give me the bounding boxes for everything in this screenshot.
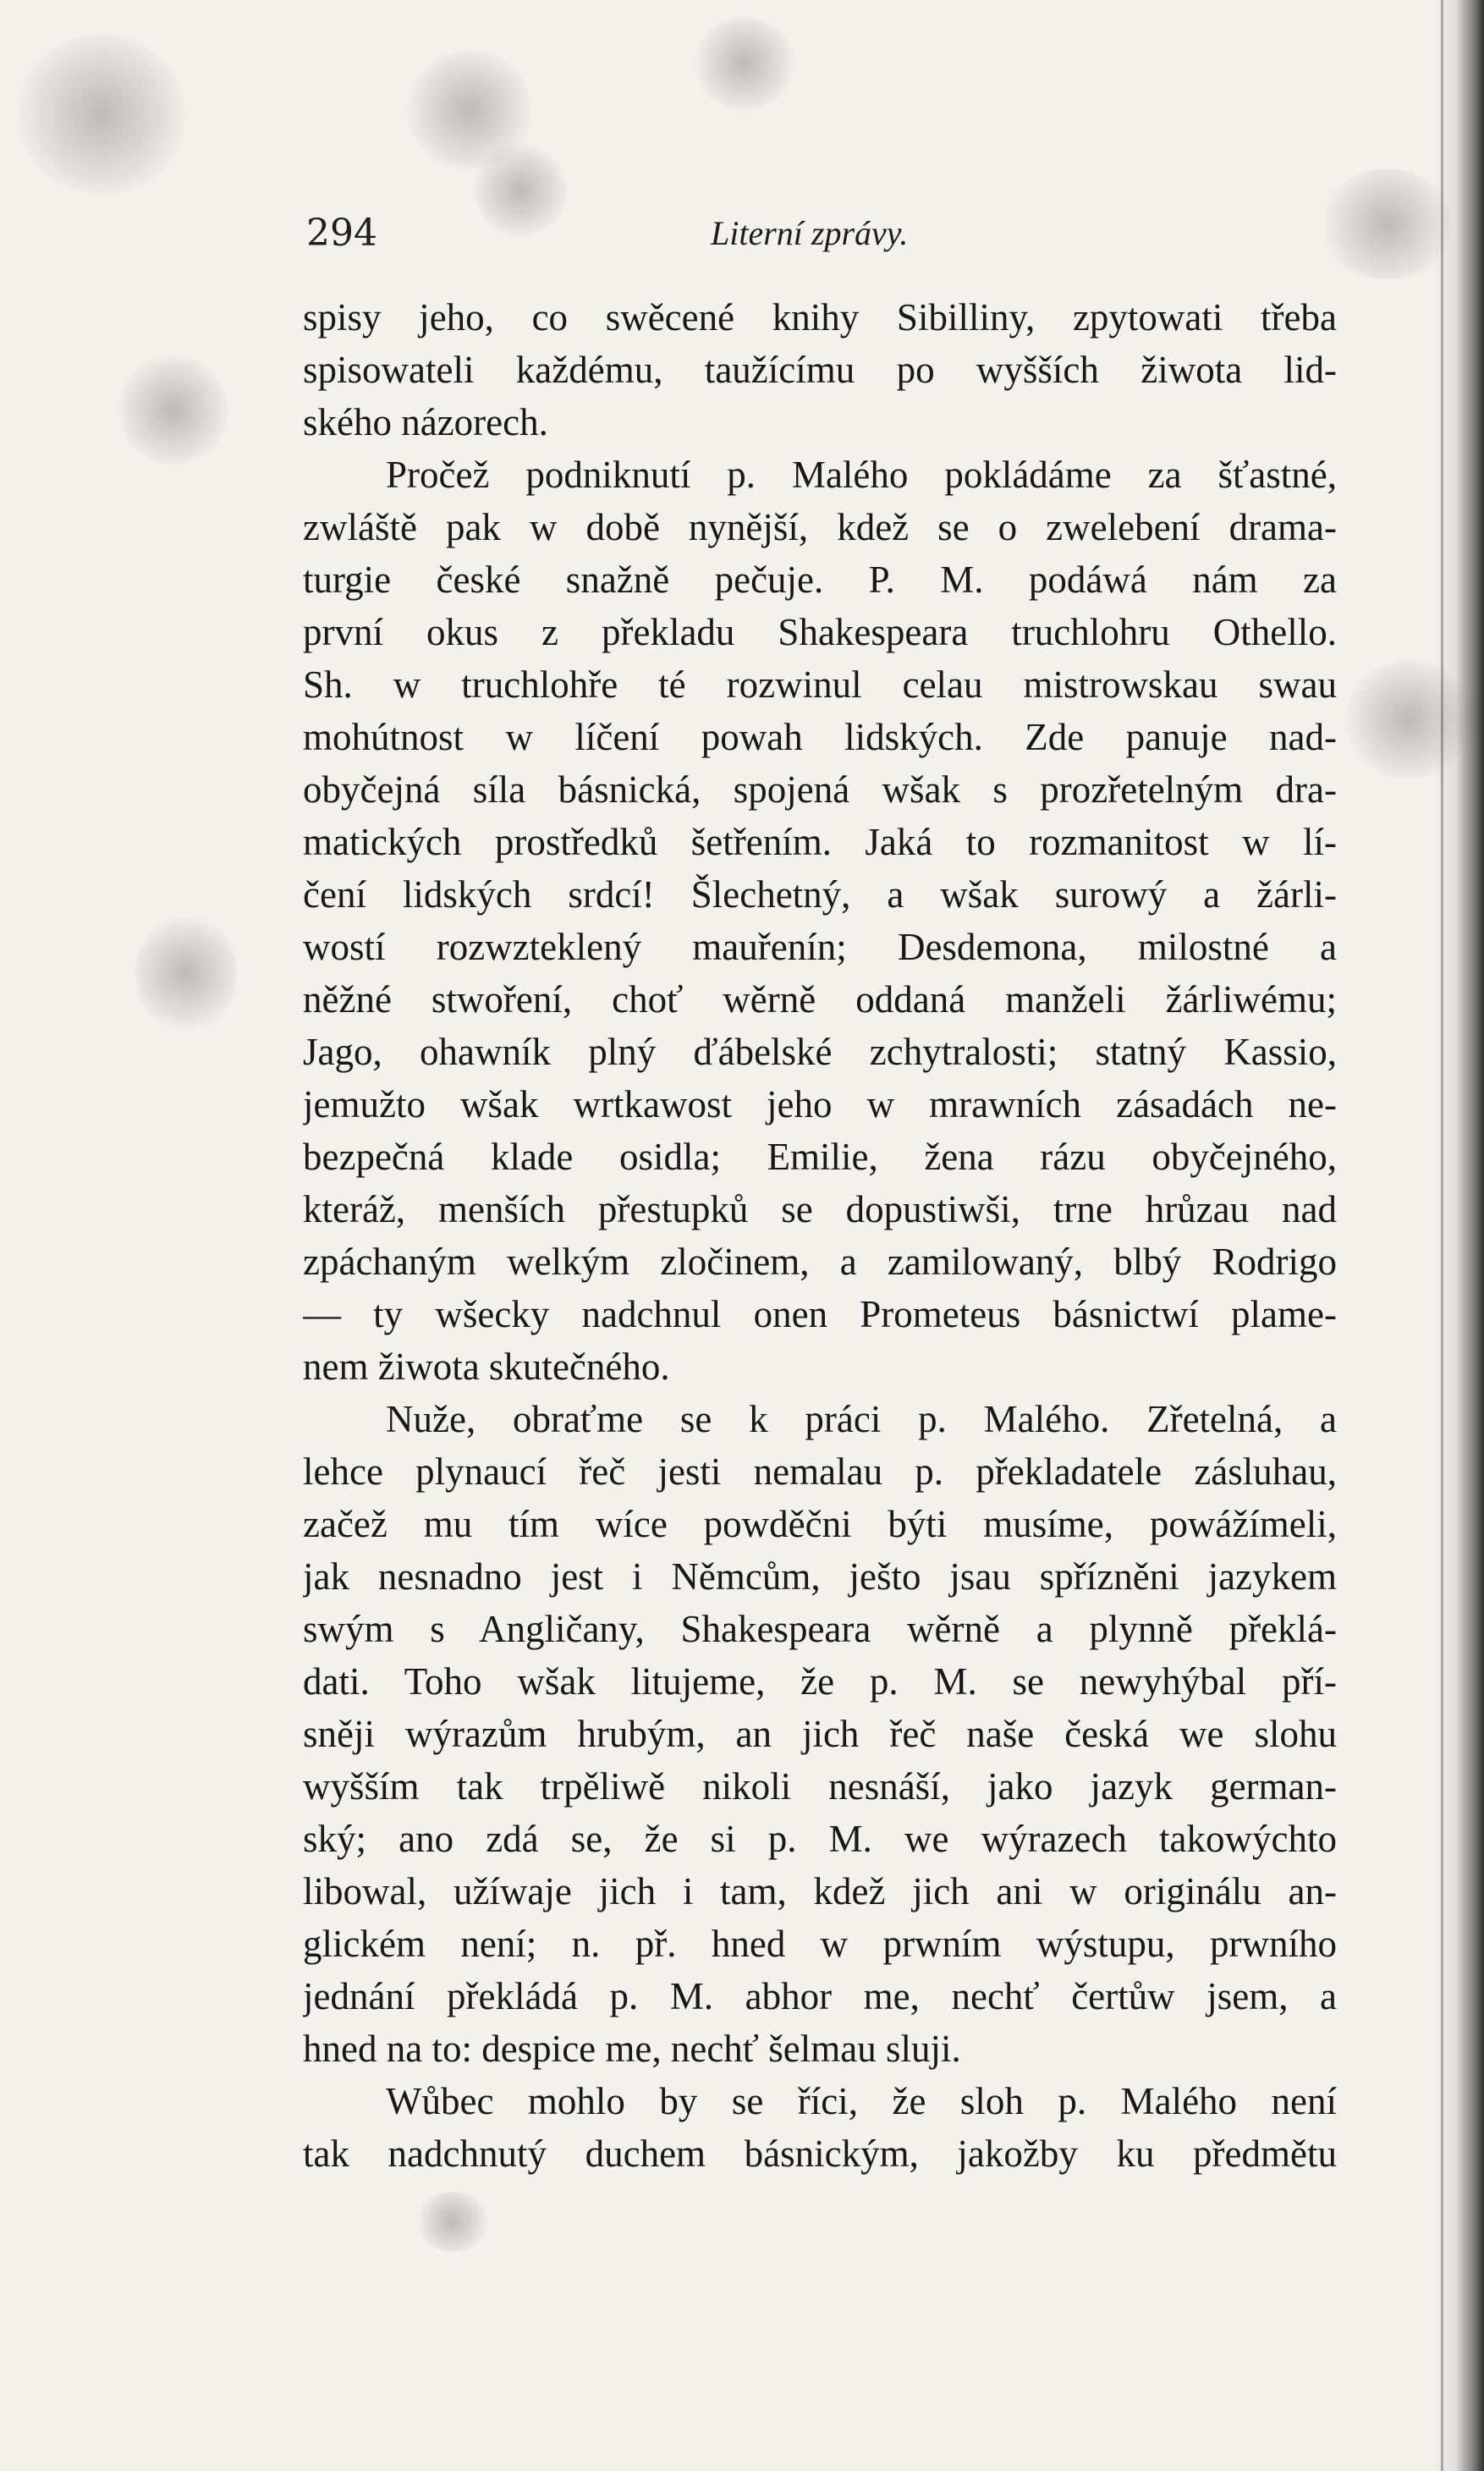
text-line: tak nadchnutý duchem básnickým, jakožby ku předmětu xyxy=(303,2133,1337,2175)
text-line: čení lidských srdcí! Šlechetný, a wšak surowý a žárli- xyxy=(303,873,1337,916)
text-line: Sh. w truchlohře té rozwinul celau mistrowskau swau xyxy=(303,663,1337,706)
text-line: zpáchaným welkým zločinem, a zamilowaný, blbý Rodrigo xyxy=(303,1241,1337,1283)
text-line: lehce plynaucí řeč jesti nemalau p. překladatele zásluhau, xyxy=(303,1450,1337,1493)
text-line: hned na to: despice me, nechť šelmau sluji. xyxy=(303,2028,961,2070)
text-line: wyšším tak trpěliwě nikoli nesnáší, jako jazyk german- xyxy=(303,1765,1337,1808)
text-line: swým s Angličany, Shakespeara wěrně a plynně překlá- xyxy=(303,1608,1337,1650)
foxing-stain xyxy=(415,2192,491,2251)
text-line: matických prostředků šetřením. Jaká to rozmanitost w lí- xyxy=(303,821,1337,863)
text-line: jednání překládá p. M. abhor me, nechť čertůw jsem, a xyxy=(303,1975,1337,2017)
text-line: nem žiwota skutečného. xyxy=(303,1346,670,1388)
text-line: mohútnost w líčení powah lidských. Zde panuje nad- xyxy=(303,716,1337,758)
text-line: libowal, užíwaje jich i tam, kdež jich ani w originálu an- xyxy=(303,1870,1337,1912)
text-line: jemužto wšak wrtkawost jeho w mrawních zásadách ne- xyxy=(303,1083,1337,1125)
spine-shadow xyxy=(1433,0,1484,2471)
text-line: kteráž, menších přestupků se dopustiwši, trne hrůzau nad xyxy=(303,1188,1337,1230)
running-head: Literní zprávy. xyxy=(711,214,909,252)
text-line: něžné stwoření, choť wěrně oddaná manželi žárliwému; xyxy=(303,978,1337,1021)
text-line: obyčejná síla básnická, spojená wšak s prozřetelným dra- xyxy=(303,768,1337,811)
foxing-stain xyxy=(694,17,795,110)
text-line: ský; ano zdá se, že si p. M. we wýrazech takowýchto xyxy=(303,1818,1337,1860)
text-line: turgie české snažně pečuje. P. M. podáwá nám za xyxy=(303,559,1337,601)
text-line: ského názorech. xyxy=(303,401,548,443)
text-line: Wůbec mohlo by se říci, že sloh p. Malého není xyxy=(386,2080,1337,2122)
foxing-stain xyxy=(135,914,237,1032)
text-line: Jago, ohawník plný ďábelské zchytralosti; statný Kassio, xyxy=(303,1031,1337,1073)
body-text xyxy=(303,291,1337,2180)
text-line: dati. Toho wšak litujeme, že p. M. se newyhýbal pří- xyxy=(303,1660,1337,1703)
text-line: začež mu tím wíce powděčni býti musíme, powážímeli, xyxy=(303,1503,1337,1545)
text-line: spisowateli každému, taužícímu po wyšších žiwota lid- xyxy=(303,349,1337,391)
text-line: bezpečná klade osidla; Emilie, žena rázu obyčejného, xyxy=(303,1136,1337,1178)
text-line: jak nesnadno jest i Němcům, ješto jsau spřízněni jazykem xyxy=(303,1555,1337,1598)
text-line: glickém není; n. př. hned w prwním wýstupu, prwního xyxy=(303,1923,1337,1965)
page-number: 294 xyxy=(306,212,377,255)
foxing-stain xyxy=(118,355,228,465)
foxing-stain xyxy=(17,34,186,195)
text-line: první okus z překladu Shakespeara truchlohru Othello. xyxy=(303,611,1337,653)
text-line: wostí rozwzteklený mauřenín; Desdemona, milostné a xyxy=(303,926,1337,968)
text-line: Nuže, obraťme se k práci p. Malého. Zřetelná, a xyxy=(386,1398,1337,1440)
text-line: spisy jeho, co swěcené knihy Sibilliny, zpytowati třeba xyxy=(303,296,1337,338)
text-line: Pročež podniknutí p. Malého pokládáme za šťastné, xyxy=(386,454,1337,496)
text-line: sněji wýrazům hrubým, an jich řeč naše česká we slohu xyxy=(303,1713,1337,1755)
page-header xyxy=(306,212,1338,262)
text-line: zwláště pak w době nynější, kdež se o zwelebení drama- xyxy=(303,506,1337,548)
text-line: — ty wšecky nadchnul onen Prometeus básnictwí plame- xyxy=(303,1293,1337,1335)
